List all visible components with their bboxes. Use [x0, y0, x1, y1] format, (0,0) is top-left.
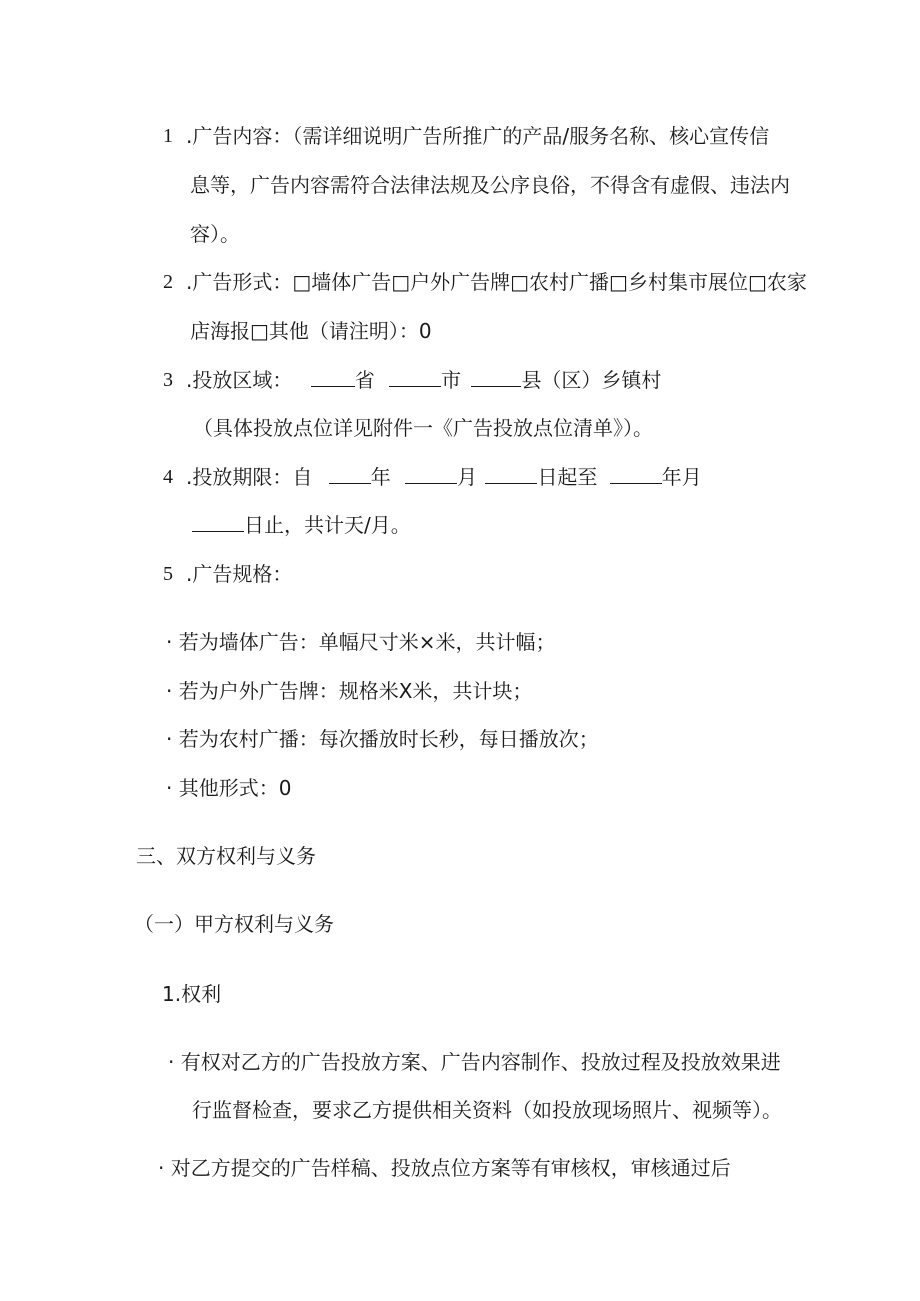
item-1-line-1: .广告内容：（需详细说明广告所推广的产品/服务名称、核心宣传信: [186, 124, 770, 148]
blank-label: 市: [441, 368, 462, 392]
start-month-blank[interactable]: [405, 463, 457, 484]
item-3-line-2: （具体投放点位详见附件一《广告投放点位清单》）。: [193, 416, 653, 440]
county-blank[interactable]: [471, 366, 521, 387]
item-1-line-2: 息等，广告内容需符合法律法规及公序良俗，不得含有虚假、违法内: [190, 173, 790, 197]
blank-label: 县（区）乡镇村: [521, 368, 662, 392]
rights-title: 1.权利: [162, 982, 222, 1006]
section-title: 三、双方权利与义务: [136, 844, 316, 868]
spec-line: · 其他形式：0: [166, 776, 292, 800]
start-day-blank[interactable]: [485, 463, 537, 484]
item-number: 2: [163, 271, 173, 293]
item-4-line-2: [192, 511, 411, 539]
blank-label: 日起至: [537, 465, 598, 489]
item-number: 4: [163, 466, 173, 488]
end-day-blank[interactable]: [192, 511, 244, 532]
item-2-line-1: .广告形式：□墙体广告□户外广告牌□农村广播□乡村集市展位□农家: [186, 270, 807, 294]
rights-item-1-line-2: 行监督检查，要求乙方提供相关资料（如投放现场照片、视频等）。: [192, 1098, 782, 1122]
item-4-line-1: [186, 463, 702, 491]
rights-item-1-line-1: · 有权对乙方的广告投放方案、广告内容制作、投放过程及投放效果进: [168, 1050, 781, 1074]
subsection-title: （一）甲方权利与义务: [134, 912, 334, 936]
item-number: 5: [163, 563, 173, 585]
item-1-line-3: 容）。: [190, 222, 240, 246]
item-2-line-2: 店海报□其他（请注明）：0: [190, 319, 432, 343]
item-4-prefix: .投放期限：自: [186, 465, 313, 489]
end-year-blank[interactable]: [610, 463, 662, 484]
city-blank[interactable]: [389, 366, 441, 387]
rights-item-2-line-1: · 对乙方提交的广告样稿、投放点位方案等有审核权，审核通过后: [158, 1156, 731, 1180]
blank-label: 年月: [661, 465, 702, 489]
start-year-blank[interactable]: [329, 463, 371, 484]
item-3-prefix: .投放区域：: [186, 368, 293, 392]
blank-label: 省: [354, 368, 375, 392]
item-4-suffix: 日止，共计天/月。: [244, 513, 411, 537]
spec-line: · 若为农村广播：每次播放时长秒，每日播放次；: [166, 727, 599, 751]
item-3-line-1: [186, 366, 661, 394]
spec-line: · 若为墙体广告：单幅尺寸米×米，共计幅；: [166, 630, 556, 654]
spec-line: · 若为户外广告牌：规格米X米，共计块；: [166, 679, 533, 703]
item-number: 1: [163, 125, 173, 147]
item-number: 3: [163, 369, 173, 391]
blank-label: 年: [370, 465, 391, 489]
blank-label: 月: [457, 465, 478, 489]
item-5-line: .广告规格：: [186, 562, 293, 586]
province-blank[interactable]: [311, 366, 355, 387]
